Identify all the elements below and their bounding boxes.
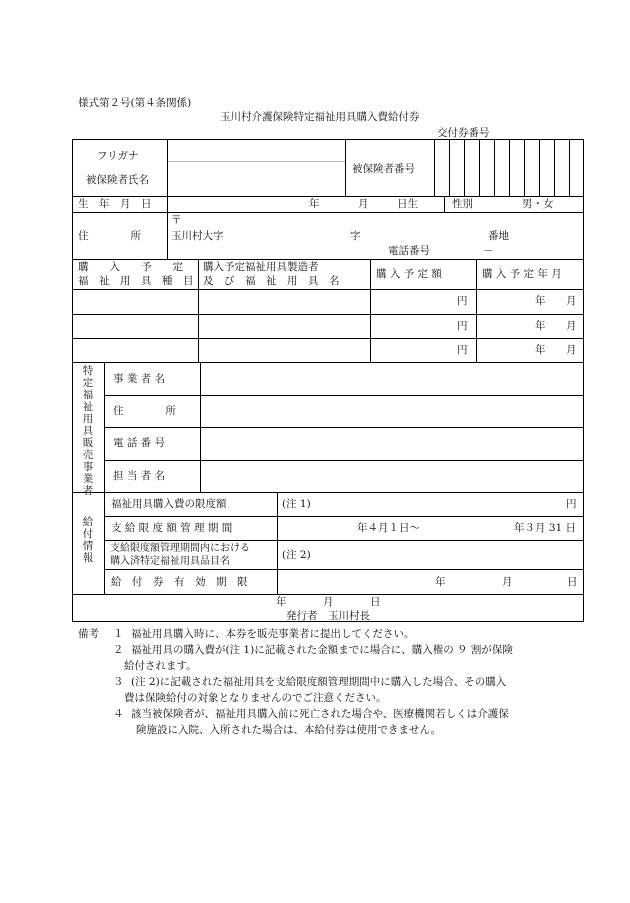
row2-year: 年 (535, 320, 546, 332)
row3-year: 年 (535, 344, 546, 356)
rule (72, 289, 584, 290)
birth-day: 日生 (397, 198, 418, 210)
purchase-col4: 購 入 予 定 年 月 (482, 268, 562, 280)
postal-mark: 〒 (171, 214, 182, 226)
vendor-section-label: 特定福祉用具販売事業者 (82, 365, 94, 497)
purchase-col1-line2: 福 祉 用 具 種 目 (78, 275, 194, 287)
rule (72, 314, 584, 315)
rule (569, 139, 570, 196)
purchased-label-1: 支給限度額管理期間内における (110, 543, 250, 554)
period-start: 年４月１日～ (357, 522, 420, 534)
issue-month: 月 (323, 596, 334, 608)
rule (370, 259, 371, 362)
rule (104, 362, 105, 594)
birth-label: 生 年 月 日 (78, 198, 152, 210)
rule (104, 540, 584, 541)
row2-month: 月 (566, 320, 577, 332)
phone-label: 電話番号 (388, 245, 430, 257)
rule (167, 139, 168, 196)
rule (72, 492, 584, 493)
birth-month: 月 (358, 198, 369, 210)
purchase-col2-line2: 及 び 福 祉 用 具 名 (203, 275, 340, 287)
benefit-section-label: 給付情報 (82, 516, 94, 564)
furigana-divider (167, 161, 345, 162)
row1-month: 月 (566, 295, 577, 307)
row1-yen: 円 (457, 295, 468, 307)
vendor-phone-label: 電 話 番 号 (113, 437, 166, 449)
rule (554, 139, 555, 196)
purchase-col3: 購 入 予 定 額 (376, 268, 442, 280)
note4-text-b: 険施設に入院、入所された場合は、本給付券は使用できません。 (136, 724, 442, 736)
rule (277, 492, 278, 594)
voucher-number-label: 交付券番号 (437, 127, 490, 139)
rule (167, 196, 168, 259)
rule (104, 427, 584, 428)
vendor-business-name-label: 事 業 者 名 (113, 373, 166, 385)
validity-month: 月 (502, 576, 513, 588)
furigana-label: フリガナ (97, 150, 139, 162)
rule (449, 139, 450, 196)
purchased-label-2: 購入済特定福祉用具品目名 (110, 556, 230, 567)
note3-text-b: 費は保険給付の対象となりませんのでご注意ください。 (124, 692, 387, 704)
rule (524, 139, 525, 196)
rule (72, 196, 584, 197)
period-label: 支 給 限 度 額 管 理 期 間 (111, 522, 233, 534)
address-village: 玉川村大字 (171, 230, 224, 242)
limit-note: (注 1) (282, 498, 311, 510)
row2-yen: 円 (457, 320, 468, 332)
note2-number: ２ (113, 644, 124, 656)
rule (464, 139, 465, 196)
phone-dash: － (483, 245, 494, 257)
rule (476, 259, 477, 362)
note2-text-b: 給付されます。 (124, 660, 197, 672)
notes-label: 備考 (78, 628, 99, 640)
row1-year: 年 (535, 295, 546, 307)
birth-year: 年 (309, 198, 320, 210)
rule (494, 139, 495, 196)
note3-text-a: (注 2)に記載された福祉用具を支給限度額管理期間中に購入した場合、その購入 (131, 676, 507, 688)
issue-year: 年 (276, 596, 287, 608)
note4-text-a: 該当被保険者が、福祉用具購入前に死亡された場合や、医療機関若しくは介護保 (131, 708, 509, 720)
address-banchi: 番地 (488, 230, 509, 242)
rule (72, 338, 584, 339)
note2-text-a: 福祉用具の購入費が(注 1)に記載された金額までに場合に、購入権の ９ 割が保険 (131, 644, 513, 656)
vendor-address-label: 住 所 (113, 405, 176, 417)
note4-number: ４ (113, 708, 124, 720)
limit-label: 福祉用具購入費の限度額 (111, 498, 227, 510)
rule (104, 569, 584, 570)
vendor-person-label: 担 当 者 名 (113, 470, 166, 482)
purchase-col1-line1: 購 入 予 定 (78, 261, 183, 273)
rule (479, 139, 480, 196)
rule (72, 212, 584, 213)
rule (434, 139, 435, 196)
note1-text: 福祉用具購入時に、本券を販売事業者に提出してください。 (131, 628, 415, 640)
rule (72, 362, 584, 363)
row3-month: 月 (566, 344, 577, 356)
rule (104, 516, 584, 517)
rule (104, 460, 584, 461)
form-title: 玉川村介護保険特定福祉用具購入費給付券 (220, 111, 420, 123)
address-label: 住 所 (78, 230, 141, 242)
rule (72, 259, 584, 260)
rule (200, 362, 201, 492)
form-number: 様式第２号(第４条関係) (78, 97, 192, 109)
rule (198, 259, 199, 362)
sex-value: 男・女 (522, 198, 554, 210)
purchase-col2-line1: 購入予定福祉用具製造者 (203, 261, 319, 273)
validity-day: 日 (567, 576, 578, 588)
rule (539, 139, 540, 196)
rule (345, 139, 346, 196)
validity-year: 年 (435, 576, 446, 588)
validity-label: 給 付 券 有 効 期 限 (111, 576, 248, 588)
rule (509, 139, 510, 196)
sex-label: 性別 (452, 198, 473, 210)
insured-number-label: 被保険者番号 (352, 163, 415, 175)
insured-name-label: 被保険者氏名 (86, 174, 149, 186)
purchased-note: (注 2) (282, 549, 311, 561)
address-aza: 字 (350, 230, 361, 242)
period-end: 年３月 31 日 (514, 522, 577, 534)
rule (444, 196, 445, 212)
rule (72, 594, 584, 595)
limit-yen: 円 (566, 498, 577, 510)
issuer: 発行者 玉川村長 (286, 610, 370, 622)
issue-day: 日 (370, 596, 381, 608)
note1-number: １ (113, 628, 124, 640)
rule (104, 395, 584, 396)
row3-yen: 円 (457, 344, 468, 356)
note3-number: ３ (113, 676, 124, 688)
